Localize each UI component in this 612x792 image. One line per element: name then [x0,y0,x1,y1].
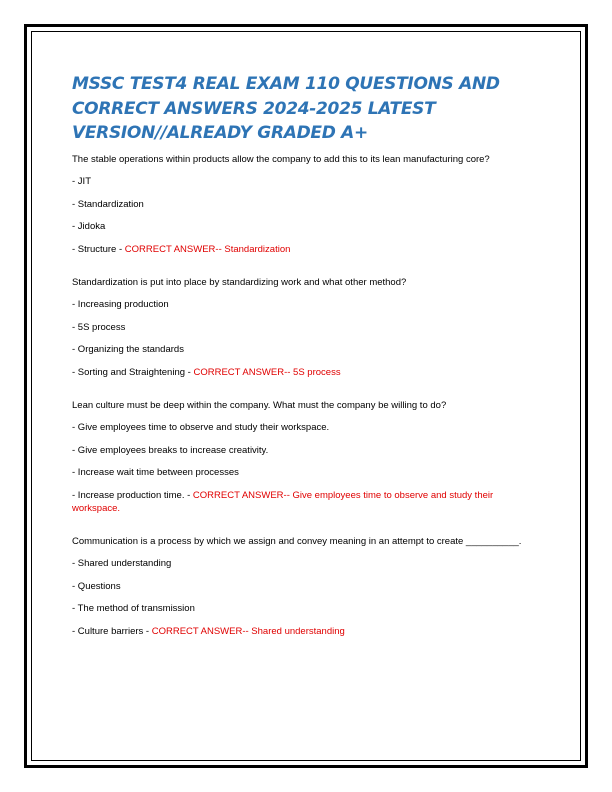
correct-answer: CORRECT ANSWER-- Give employees time to observe and study their workspace. [72,489,494,514]
option: - The method of transmission [72,603,195,614]
question-text: The stable operations within products allow the company to add this to its lean manufacturing core? [72,153,490,165]
option: - Questions [72,580,121,592]
correct-answer: CORRECT ANSWER-- Standardization [124,243,291,255]
option-with-answer [72,625,542,638]
option: - Structure - [72,243,125,255]
option: - JIT [72,176,91,187]
question-block [72,399,542,515]
option: - Increasing production [72,299,169,310]
document-content [72,72,542,658]
question-text: Lean culture must be deep within the company. What must the company be willing to do? [72,399,447,411]
correct-answer: CORRECT ANSWER-- 5S process [193,366,341,378]
question-block [72,153,542,256]
option-with-answer [72,243,542,256]
question-block [72,276,542,379]
option: - 5S process [72,321,126,333]
correct-answer: CORRECT ANSWER-- Shared understanding [151,625,345,637]
option: - Jidoka [72,221,106,232]
option: - Shared understanding [72,558,172,569]
question-text: Standardization is put into place by standardizing work and what other method? [72,276,407,288]
option: - Give employees time to observe and study their workspace. [72,422,330,433]
document-title: MSSC TEST4 REAL EXAM 110 QUESTIONS AND CORRECT ANSWERS 2024-2025 LATEST VERSION//ALREADY GRADED A+ [72,74,500,143]
question-text: Communication is a process by which we assign and convey meaning in an attempt to create __________. [72,535,522,547]
option: - Organizing the standards [72,344,184,355]
option: - Increase wait time between processes [72,467,239,478]
question-block [72,535,542,638]
option-with-answer [72,489,542,515]
option: - Culture barriers - [72,625,152,637]
option: - Give employees breaks to increase creativity. [72,444,269,456]
option-with-answer [72,366,542,379]
option: - Sorting and Straightening - [72,366,194,378]
option: - Increase production time. - [72,489,193,501]
option: - Standardization [72,198,144,210]
